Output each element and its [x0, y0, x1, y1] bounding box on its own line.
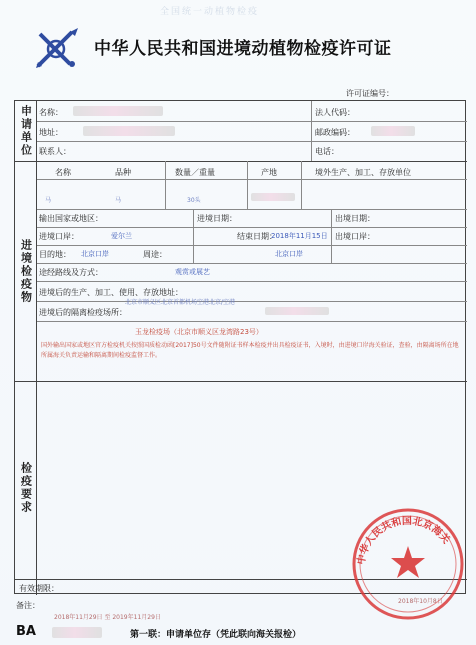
quarantine-site-label: 进境后的隔离检疫场所： [39, 308, 127, 317]
copy-designation: 第一联：申请单位存（凭此联向海关报检） [130, 630, 302, 640]
exit-port-label: 出境口岸： [335, 232, 375, 241]
row-divider [37, 179, 467, 180]
redacted-code [52, 627, 102, 638]
row-divider [37, 281, 467, 282]
via-label: 周途： [143, 250, 167, 259]
row-divider [37, 209, 467, 210]
row-divider [37, 301, 467, 302]
redacted-postal [371, 126, 415, 136]
row-divider [37, 121, 467, 122]
col-name-header: 名称 [55, 168, 71, 177]
goods-name-value: 马 [45, 197, 52, 204]
document-title: 中华人民共和国进境动植物检疫许可证 [94, 39, 392, 59]
redacted-address [83, 126, 175, 136]
column-divider [331, 209, 332, 263]
route-label: 途经路线及方式： [39, 268, 103, 277]
column-divider [193, 209, 194, 263]
col-overseas-header: 境外生产、加工、存放单位 [315, 168, 411, 177]
exit-date-label: 出境日期： [335, 214, 375, 223]
row-divider [37, 141, 467, 142]
permit-number-label: 许可证编号： [346, 89, 394, 98]
column-divider [311, 101, 312, 161]
goods-variety-value: 马 [115, 197, 122, 204]
contact-label: 联系人： [39, 147, 71, 156]
column-divider [165, 161, 166, 209]
column-divider [301, 161, 302, 209]
remark-label: 备注： [16, 601, 40, 610]
process-address-label: 进境后的生产、加工、使用、存放地址： [39, 288, 183, 297]
issue-date-value: 2018年10月8日 [398, 598, 443, 605]
col-variety-header: 品种 [115, 168, 131, 177]
valid-to-value: 2018年11月15日 [271, 232, 328, 240]
row-divider [37, 227, 467, 228]
name-label: 名称： [39, 108, 63, 117]
col-qty-header: 数量／重量 [175, 168, 215, 177]
inspection-body: 国外输出国家或地区官方检疫机关按照国质检动函[2017]50号文件随附证书样本检疫并出具检疫证书，入境时，由进境口岸海关验证，查验，由隔离场所在地所属海关负责运输和隔离期间检疫监督工作。 [41, 342, 459, 359]
applicant-section-label: 申请单位 [15, 101, 37, 161]
destination-label: 目的地： [39, 250, 71, 259]
svg-text:中华人民共和国北京海关: 中华人民共和国北京海关 [355, 515, 452, 566]
route-value: 观赏或展艺 [175, 268, 210, 276]
entry-port-value: 爱尔兰 [111, 232, 132, 240]
goods-qty-value: 30头 [187, 197, 201, 204]
entry-date-label: 进境日期： [197, 214, 237, 223]
valid-to-label: 结束日期： [237, 232, 277, 241]
redacted-name [73, 106, 163, 116]
origin-country-label: 输出国家或地区： [39, 214, 103, 223]
legal-rep-label: 法人代码： [315, 108, 355, 117]
customs-emblem-icon [32, 26, 84, 72]
via-value: 北京口岸 [275, 250, 303, 258]
section-divider [15, 161, 467, 162]
row-divider [37, 263, 467, 264]
valid-period-label: 有效期限： [19, 584, 59, 593]
process-address-value: 北京市顺义区北京首都机场空港北京/空港 [125, 299, 236, 306]
inspection-section-label: 检疫要求 [15, 381, 37, 595]
redacted-origin [251, 193, 295, 201]
official-seal-icon [350, 506, 466, 622]
entry-port-label: 进境口岸： [39, 232, 79, 241]
document-code: BA [16, 624, 36, 639]
goods-section-label: 进境检疫物 [15, 161, 37, 381]
col-origin-header: 产地 [261, 168, 277, 177]
row-divider [37, 321, 467, 322]
address-label: 地址： [39, 128, 63, 137]
destination-value: 北京口岸 [81, 250, 109, 258]
phone-label: 电话： [315, 147, 339, 156]
row-divider [37, 245, 467, 246]
redacted-quarantine [265, 307, 329, 315]
column-divider [247, 161, 248, 209]
valid-range-value: 2018年11月29日 至 2019年11月29日 [54, 614, 161, 621]
section-divider [15, 381, 467, 382]
inspection-heading: 玉龙检疫场（北京市顺义区龙湾路23号） [135, 328, 263, 336]
postal-label: 邮政编码： [315, 128, 355, 137]
watermark: 全国统一动植物检疫 [160, 7, 260, 17]
